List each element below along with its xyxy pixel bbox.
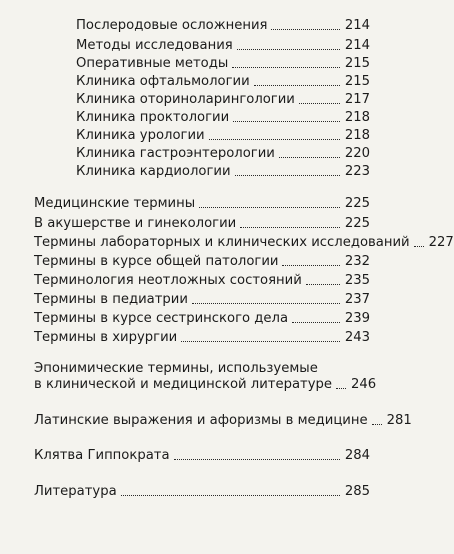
- toc-entry-page: 218: [344, 110, 370, 125]
- toc-entry-title: Методы исследования: [76, 38, 233, 53]
- toc-entry-title: Клятва Гиппократа: [34, 448, 170, 463]
- toc-entry: [76, 38, 370, 54]
- toc-entry-title: Термины в курсе сестринского дела: [34, 311, 289, 326]
- toc-entry-title: Клиника офтальмологии: [76, 74, 250, 89]
- toc-leader-dots: [237, 49, 340, 50]
- toc-entry-page: 220: [344, 146, 370, 161]
- toc-entry-page: 246: [351, 377, 377, 392]
- toc-entry-title-line2: в клинической и медицинской литературе: [34, 377, 333, 392]
- toc-entry: [34, 216, 370, 232]
- toc-entry-title: Клиника проктологии: [76, 110, 230, 125]
- toc-entry-page: 214: [344, 18, 370, 33]
- toc-leader-dots: [121, 495, 340, 496]
- toc-entry: [76, 164, 370, 180]
- toc-leader-dots: [209, 139, 340, 140]
- toc-entry: [76, 56, 370, 72]
- toc-leader-dots: [240, 227, 340, 228]
- toc-entry-title: Клиника кардиологии: [76, 164, 231, 179]
- toc-leader-dots: [306, 284, 340, 285]
- toc-entry-page: 215: [344, 56, 370, 71]
- toc-entry-title: Клиника гастроэнтерологии: [76, 146, 275, 161]
- toc-entry: [34, 448, 370, 464]
- toc-entry: [34, 484, 370, 500]
- toc-leader-dots: [232, 67, 340, 68]
- toc-entry-multiline: [34, 361, 377, 393]
- toc-entry-page: 223: [344, 164, 370, 179]
- toc-leader-dots: [336, 388, 346, 389]
- toc-entry: [34, 235, 454, 251]
- toc-leader-dots: [372, 424, 382, 425]
- toc-entry: [34, 413, 412, 429]
- toc-entry-title: В акушерстве и гинекологии: [34, 216, 237, 231]
- toc-entry: [34, 196, 370, 212]
- toc-entry: [76, 128, 370, 144]
- toc-entry-page: 281: [386, 413, 412, 428]
- toc-entry-title: Клиника оториноларингологии: [76, 92, 295, 107]
- toc-entry-title: Термины лабораторных и клинических исследований: [34, 235, 410, 250]
- toc-entry-page: 237: [344, 292, 370, 307]
- toc-leader-dots: [292, 322, 340, 323]
- toc-entry-title: Латинские выражения и афоризмы в медицине: [34, 413, 368, 428]
- toc-entry-title: Медицинские термины: [34, 196, 196, 211]
- toc-entry-title: Оперативные методы: [76, 56, 229, 71]
- toc-entry-page: 218: [344, 128, 370, 143]
- toc-entry-title: Послеродовые осложнения: [76, 18, 268, 33]
- toc-leader-dots: [192, 303, 340, 304]
- toc-entry: [34, 330, 370, 346]
- toc-entry-page: 227: [428, 235, 454, 250]
- toc-leader-dots: [233, 121, 340, 122]
- toc-entry-title: Клиника урологии: [76, 128, 205, 143]
- toc-entry: [76, 110, 370, 126]
- toc-leader-dots: [414, 246, 424, 247]
- toc-entry: [34, 311, 370, 327]
- toc-entry-page: 214: [344, 38, 370, 53]
- toc-entry-page: 235: [344, 273, 370, 288]
- toc-leader-dots: [174, 459, 340, 460]
- toc-leader-dots: [181, 341, 340, 342]
- toc-entry-title: Термины в курсе общей патологии: [34, 254, 279, 269]
- toc-leader-dots: [282, 265, 339, 266]
- toc-leader-dots: [299, 103, 340, 104]
- toc-entry-title: Термины в педиатрии: [34, 292, 188, 307]
- toc-leader-dots: [235, 175, 340, 176]
- toc-entry-page: 239: [344, 311, 370, 326]
- toc-entry-page: 232: [344, 254, 370, 269]
- toc-entry: [34, 273, 370, 289]
- toc-leader-dots: [279, 157, 340, 158]
- toc-entry-page: 225: [344, 216, 370, 231]
- toc-entry: [76, 18, 370, 34]
- toc-entry-title: Термины в хирургии: [34, 330, 178, 345]
- toc-leader-dots: [199, 207, 340, 208]
- toc-entry: [76, 92, 370, 108]
- toc-entry-page: 285: [344, 484, 370, 499]
- toc-entry-title: Литература: [34, 484, 117, 499]
- toc-leader-dots: [254, 85, 340, 86]
- toc-entry-page: 217: [344, 92, 370, 107]
- toc-entry: [34, 292, 370, 308]
- toc-entry-page: 215: [344, 74, 370, 89]
- toc-entry: [76, 74, 370, 90]
- toc-entry-line2: [34, 377, 377, 393]
- toc-entry-title: Терминология неотложных состояний: [34, 273, 302, 288]
- toc-entry-page: 284: [344, 448, 370, 463]
- toc-entry: [76, 146, 370, 162]
- toc-entry: [34, 254, 370, 270]
- toc-entry-page: 243: [344, 330, 370, 345]
- toc-leader-dots: [271, 29, 339, 30]
- toc-entry-title-line1: Эпонимические термины, используемые: [34, 361, 318, 376]
- toc-entry-page: 225: [344, 196, 370, 211]
